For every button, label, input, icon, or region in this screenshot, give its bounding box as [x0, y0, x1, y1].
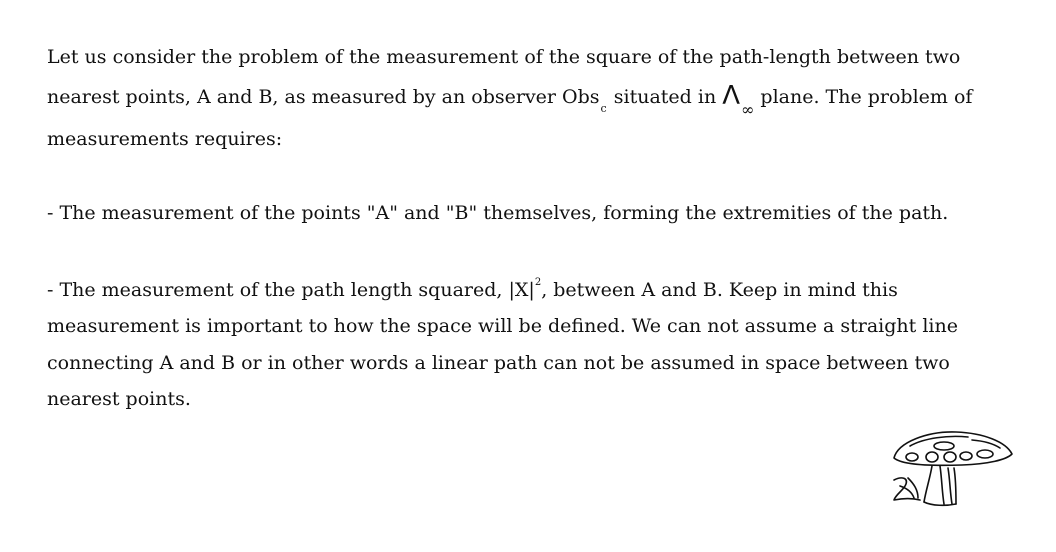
list-item-2-line-1-end: , between A and B. Keep in mind this	[541, 279, 898, 301]
observer-subscript: c	[600, 102, 607, 115]
list-item-2-line-1	[47, 277, 898, 307]
list-item-2-line-1-start: - The measurement of the path length squared, |X|	[47, 279, 535, 301]
paragraph-1-line-3: measurements requires:	[47, 128, 283, 150]
list-item-2-line-2: measurement is important to how the space will be defined. We can not assume a straight line	[47, 315, 958, 337]
infinity-subscript: ∞	[741, 100, 755, 119]
paragraph-1-line-1: Let us consider the problem of the measurement of the square of the path-length between two	[47, 46, 961, 68]
list-item-1: - The measurement of the points "A" and "B" themselves, forming the extremities of the path.	[47, 202, 949, 224]
list-item-2-line-4: nearest points.	[47, 388, 191, 410]
lambda-symbol: Λ	[722, 81, 741, 111]
paragraph-1-line-2	[47, 81, 973, 119]
list-item-2-line-3: connecting A and B or in other words a linear path can not be assumed in space between two	[47, 352, 950, 374]
squared-superscript: 2	[534, 277, 542, 288]
paragraph-1-line-2-mid: situated in	[613, 86, 717, 108]
logo-text: TRM	[888, 428, 891, 429]
paragraph-1-line-2-end: plane. The problem of	[760, 86, 973, 108]
paragraph-1-line-2-start: nearest points, A and B, as measured by an observer Obs	[47, 86, 600, 108]
mushroom-icon	[888, 428, 1018, 510]
